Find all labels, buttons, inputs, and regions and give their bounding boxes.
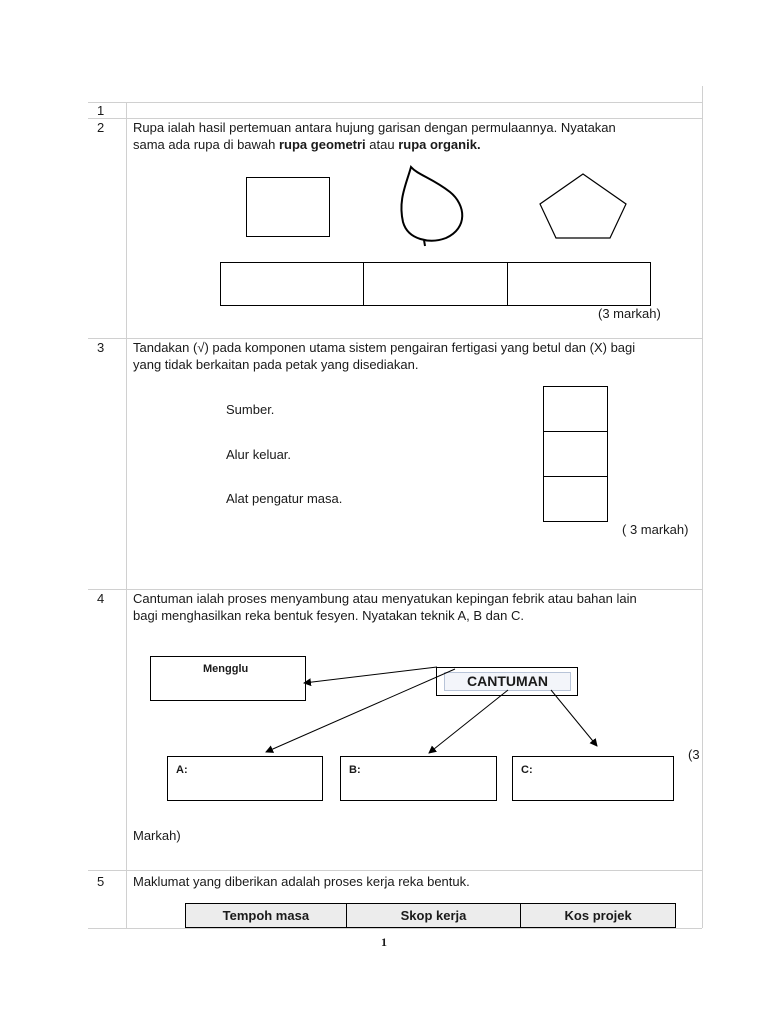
answer-box-b[interactable] [340, 756, 497, 801]
checkbox-answer[interactable] [543, 476, 608, 522]
rectangle-shape [246, 177, 330, 237]
checkbox-answer[interactable] [543, 431, 608, 477]
bold-term-geometri: rupa geometri [278, 137, 366, 152]
process-table [185, 903, 676, 928]
item-label: Alat pengatur masa. [226, 491, 343, 506]
bold-term-organik: rupa organik. [398, 137, 481, 152]
question-number: 2 [97, 120, 105, 135]
question-text-line: Rupa ialah hasil pertemuan antara hujung garisan dengan permulaannya. Nyatakan [133, 120, 616, 135]
example-label: Mengglu [203, 663, 249, 675]
text-run: sama ada rupa di bawah [133, 137, 279, 152]
question-2-text [133, 119, 693, 153]
grid-line [88, 928, 702, 929]
question-number: 1 [97, 103, 105, 118]
checkbox-answer[interactable] [543, 386, 608, 432]
question-text-line: bagi menghasilkan reka bentuk fesyen. Nyatakan teknik A, B dan C. [133, 608, 524, 623]
question-text-line: yang tidak berkaitan pada petak yang disediakan. [133, 357, 419, 372]
answer-box-a[interactable] [167, 756, 323, 801]
question-text-line: Cantuman ialah proses menyambung atau menyatukan kepingan febrik atau bahan lain [133, 591, 637, 606]
arrow-to-b [429, 690, 508, 753]
question-number: 4 [97, 591, 105, 606]
table-header-cell: Tempoh masa [186, 904, 347, 928]
marks-label: ( 3 markah) [622, 522, 689, 537]
arrow-to-c [551, 690, 597, 746]
item-label: Alur keluar. [226, 447, 292, 462]
answer-box[interactable] [363, 262, 508, 306]
question-number: 3 [97, 340, 105, 355]
cantuman-label: CANTUMAN [444, 672, 571, 691]
example-box-mengglu [150, 656, 306, 701]
text-run: atau [365, 137, 399, 152]
grid-line [88, 102, 702, 103]
question-text-line [133, 136, 693, 153]
question-5-text [133, 873, 693, 890]
question-number: 5 [97, 874, 105, 889]
branch-label: B: [349, 764, 361, 776]
answer-box[interactable] [220, 262, 364, 306]
question-text-line: Maklumat yang diberikan adalah proses kerja reka bentuk. [133, 874, 470, 889]
answer-box[interactable] [507, 262, 651, 306]
grid-line [88, 870, 702, 871]
branch-label: A: [176, 764, 188, 776]
answer-box-c[interactable] [512, 756, 674, 801]
marks-label: (3 markah) [598, 306, 661, 321]
question-3-text [133, 339, 693, 373]
grid-line [126, 102, 127, 928]
marks-label: (3 [688, 747, 700, 762]
leaf-shape [401, 167, 462, 246]
page-number: 1 [381, 935, 387, 949]
cantuman-box [436, 667, 578, 696]
table-header-cell: Kos projek [521, 904, 676, 928]
branch-label: C: [521, 764, 533, 776]
table-header-cell: Skop kerja [346, 904, 521, 928]
item-label: Sumber. [226, 402, 275, 417]
grid-line [702, 86, 703, 928]
question-text-line: Tandakan (√) pada komponen utama sistem pengairan fertigasi yang betul dan (X) bagi [133, 340, 636, 355]
table-row [186, 904, 676, 928]
arrow-to-mengglu [304, 667, 437, 683]
marks-label: Markah) [133, 828, 181, 843]
question-4-text [133, 590, 693, 624]
pentagon-shape [540, 174, 626, 238]
